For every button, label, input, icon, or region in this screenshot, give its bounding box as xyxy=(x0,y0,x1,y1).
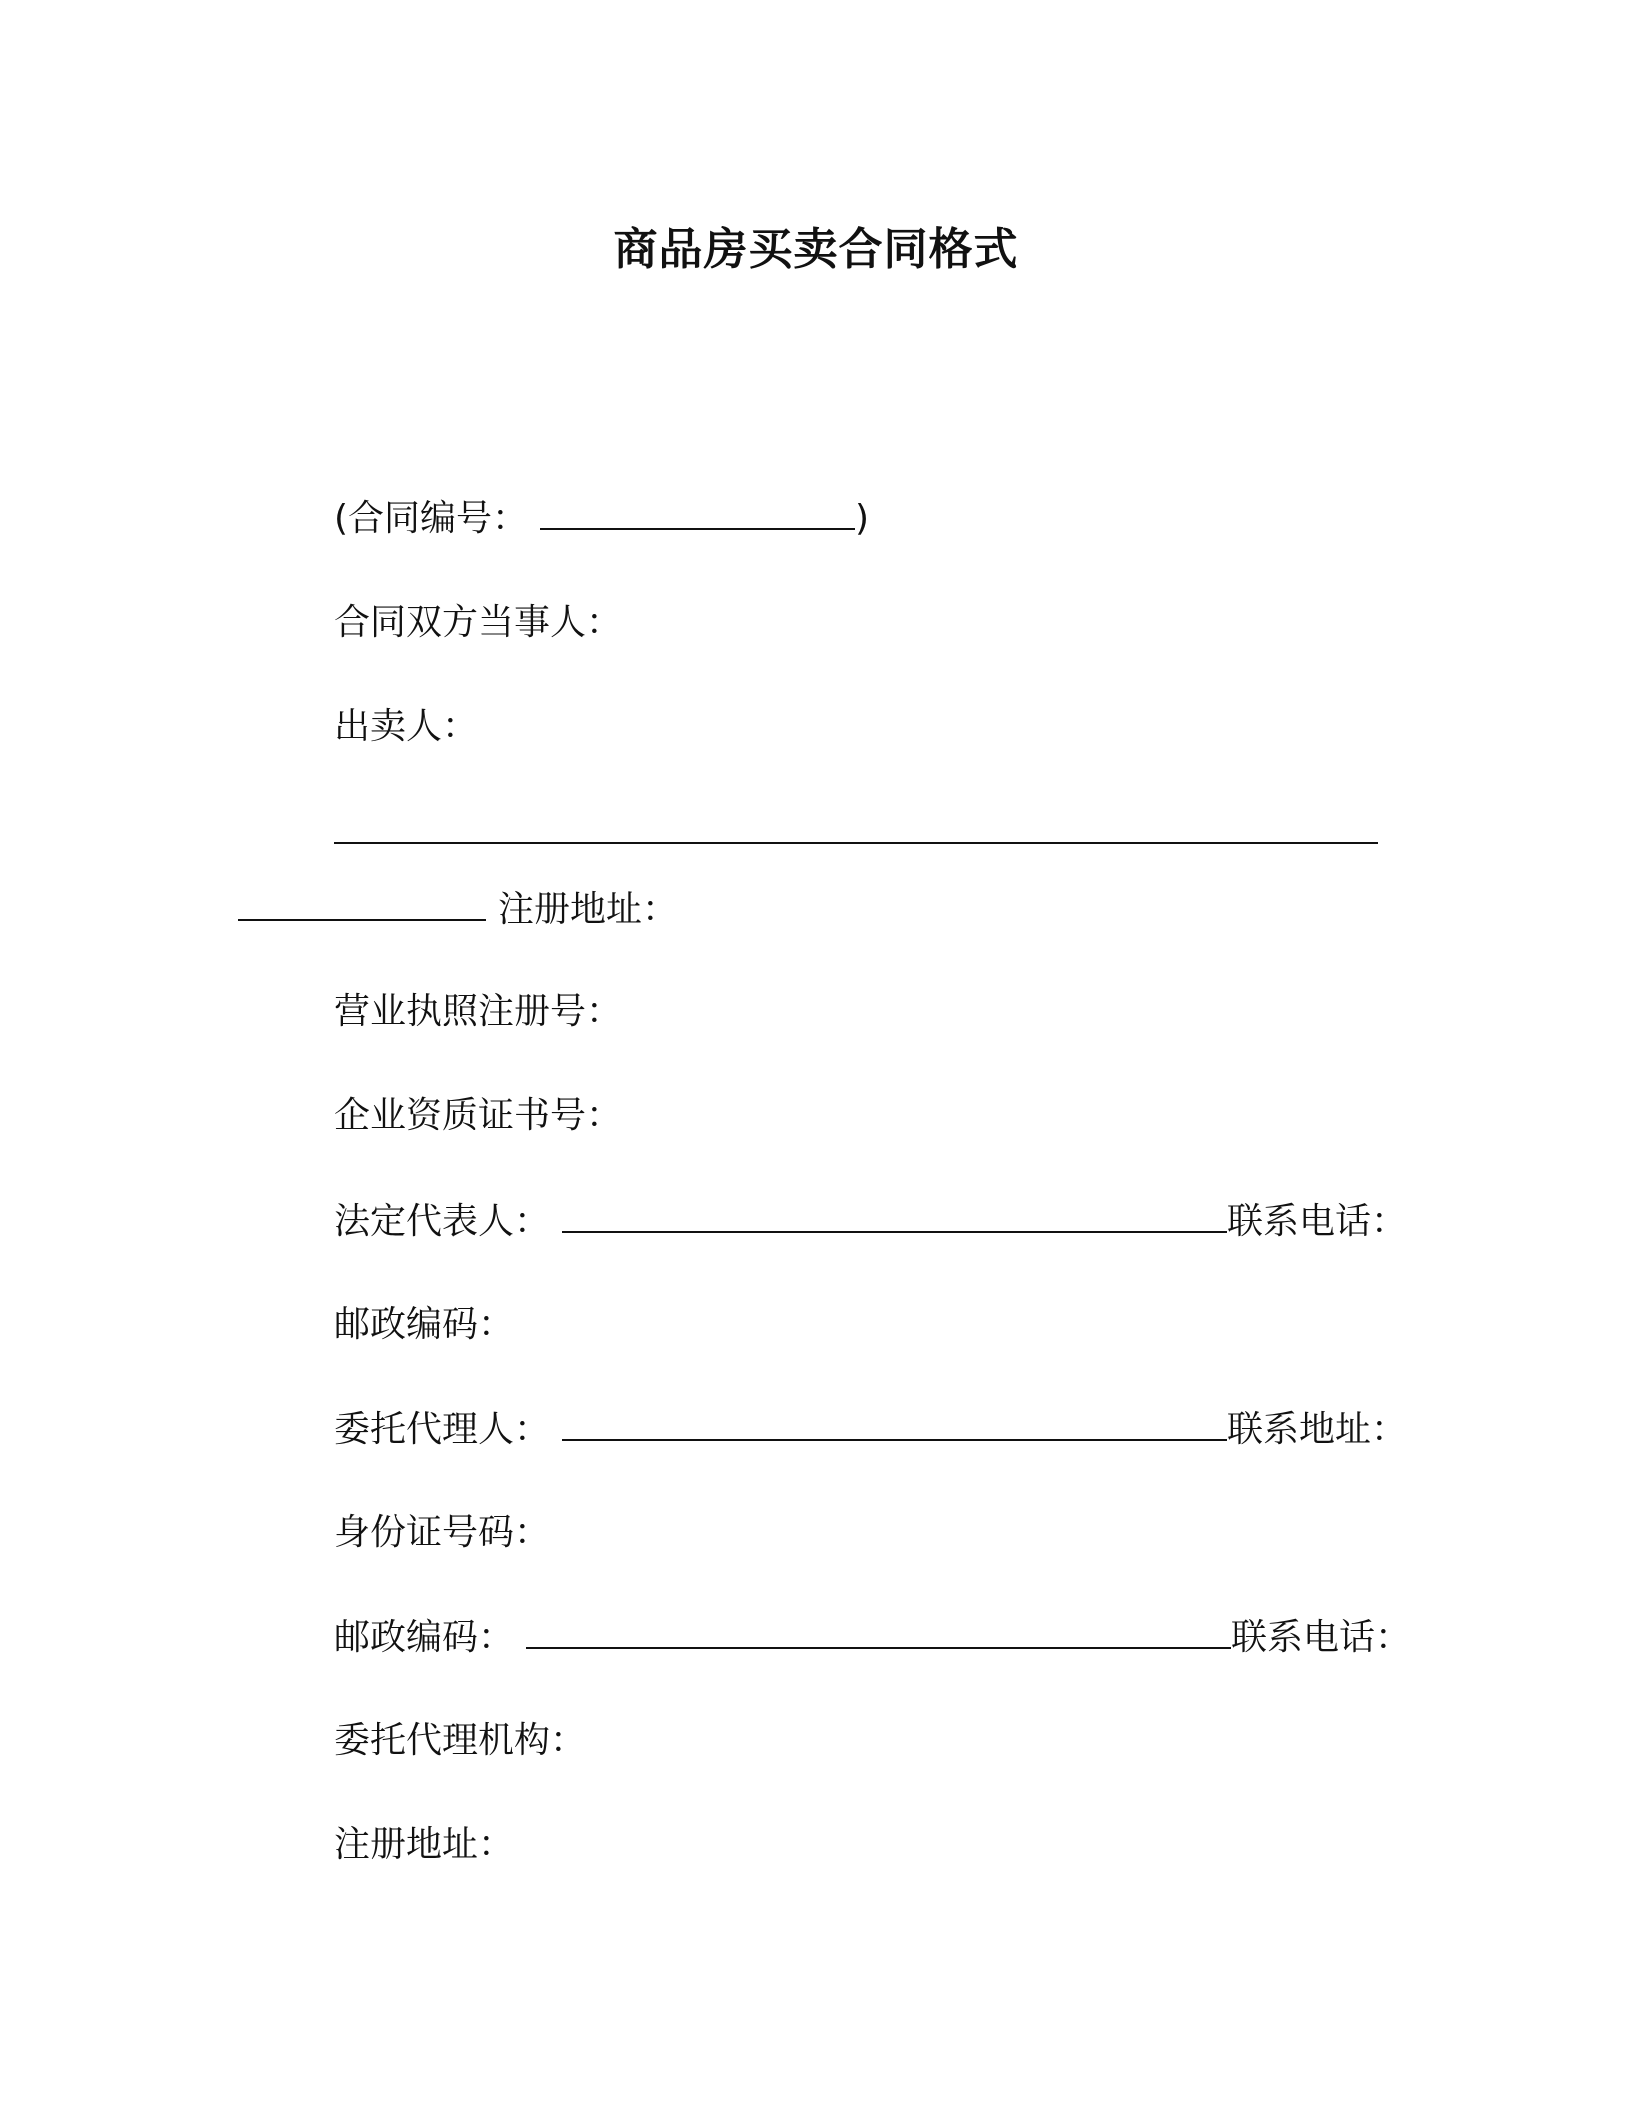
legal-rep-line xyxy=(334,1197,1407,1246)
seller-label: 出卖人： xyxy=(334,706,479,747)
contact-phone-label-1: 联系电话： xyxy=(1227,1201,1408,1242)
postal-code-line-1 xyxy=(334,1301,514,1349)
registered-address-line-2 xyxy=(334,1821,514,1869)
agency-label: 委托代理机构： xyxy=(334,1720,587,1761)
seller-name-blank-continued[interactable] xyxy=(238,885,486,921)
registered-address-label-2: 注册地址： xyxy=(334,1824,515,1865)
seller-blank-line xyxy=(334,808,1378,857)
seller-name-blank[interactable] xyxy=(334,808,1378,844)
agent-label: 委托代理人： xyxy=(334,1409,551,1450)
postal-code-blank[interactable] xyxy=(526,1613,1231,1649)
contract-number-line xyxy=(334,494,869,543)
contract-number-suffix: ) xyxy=(855,498,870,539)
document-title: 商品房买卖合同格式 xyxy=(613,224,1019,275)
postal-code-label-1: 邮政编码： xyxy=(334,1304,515,1345)
id-number-label: 身份证号码： xyxy=(334,1512,551,1553)
business-license-line xyxy=(334,988,622,1036)
parties-heading xyxy=(334,599,622,647)
postal-code-line-2 xyxy=(334,1613,1411,1662)
legal-rep-blank[interactable] xyxy=(562,1197,1227,1233)
id-number-line xyxy=(334,1509,550,1557)
legal-rep-label: 法定代表人： xyxy=(334,1201,551,1242)
qualification-cert-label: 企业资质证书号： xyxy=(334,1095,623,1136)
registered-address-line-1 xyxy=(238,885,678,934)
agency-line xyxy=(334,1717,586,1765)
contact-address-label: 联系地址： xyxy=(1227,1409,1408,1450)
parties-heading-text: 合同双方当事人： xyxy=(334,602,623,643)
postal-code-label-2: 邮政编码： xyxy=(334,1617,515,1658)
contract-number-label: (合同编号： xyxy=(334,498,529,539)
agent-line xyxy=(334,1405,1407,1454)
contact-phone-label-2: 联系电话： xyxy=(1231,1617,1412,1658)
business-license-label: 营业执照注册号： xyxy=(334,991,623,1032)
contract-number-blank[interactable] xyxy=(540,494,855,530)
qualification-cert-line xyxy=(334,1092,622,1140)
seller-line xyxy=(334,703,478,751)
agent-blank[interactable] xyxy=(562,1405,1227,1441)
registered-address-label-1: 注册地址： xyxy=(498,889,679,930)
